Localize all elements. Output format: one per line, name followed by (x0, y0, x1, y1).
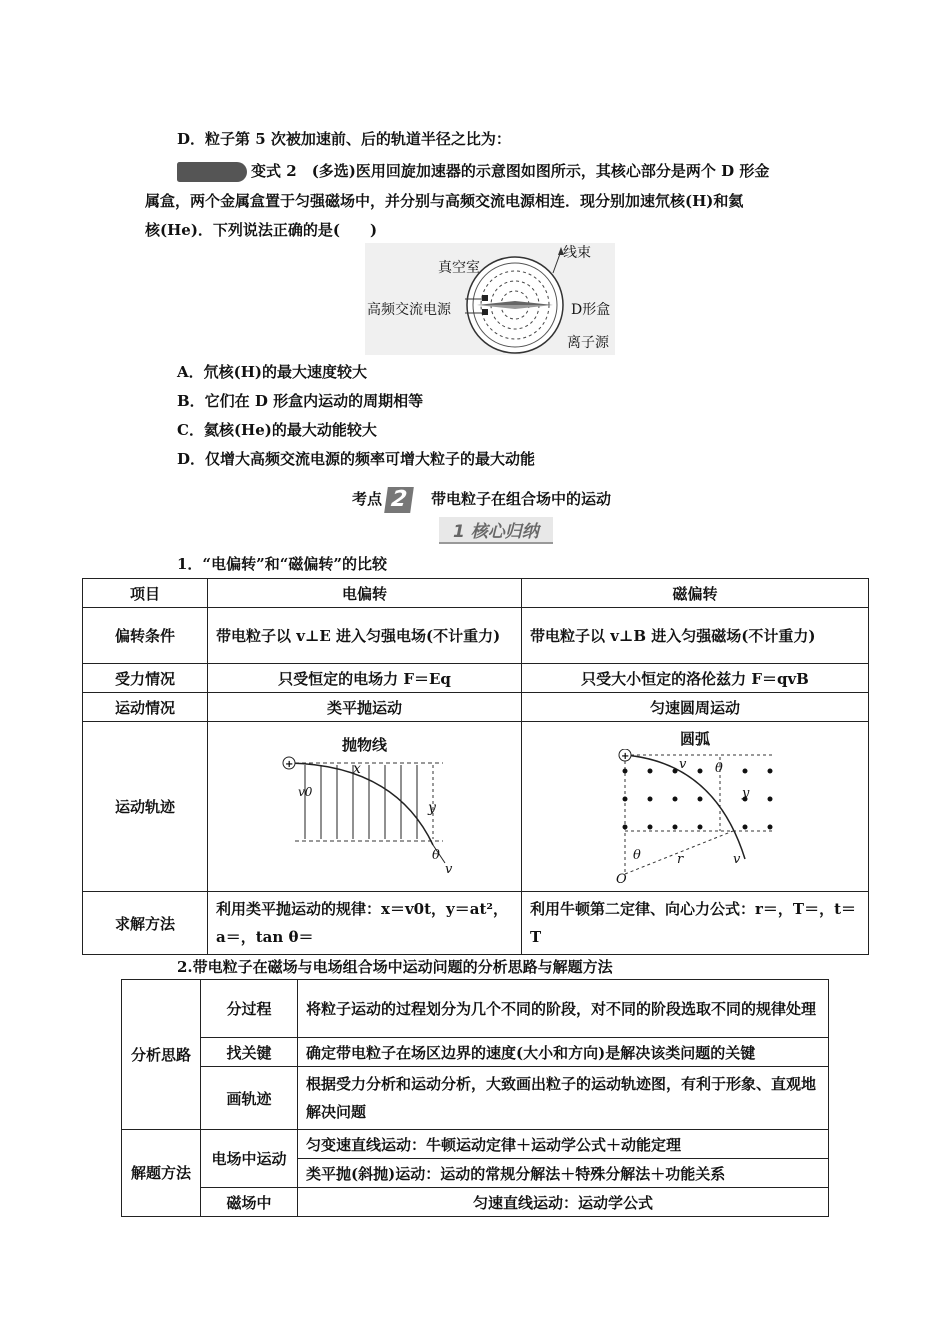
fig-y: y (428, 800, 436, 816)
cell: 匀速圆周运动 (522, 693, 869, 722)
step-text: 确定带电粒子在场区边界的速度(大小和方向)是解决该类问题的关键 (298, 1038, 829, 1067)
method-label: 电场中运动 (201, 1130, 298, 1188)
fig-theta-e: θ (432, 848, 440, 863)
method-text: 类平抛(斜抛)运动：运动的常规分解法＋特殊分解法＋功能关系 (298, 1159, 829, 1188)
cell: 带电粒子以 v⊥B 进入匀强磁场(不计重力) (522, 608, 869, 664)
fig-theta-m: θ (633, 848, 641, 863)
method-table (121, 979, 829, 1217)
variant-badge-icon (177, 162, 247, 182)
svg-text:+: + (621, 751, 630, 762)
row-label: 运动轨迹 (83, 722, 208, 892)
fig-v-top: v (679, 757, 687, 772)
row-label: 求解方法 (83, 892, 208, 955)
fig-v0: v0 (298, 785, 313, 799)
row-label: 偏转条件 (83, 608, 208, 664)
label-beam: 线束 (563, 245, 591, 261)
option-d: D．仅增大高频交流电源的频率可增大粒子的最大动能 (177, 450, 536, 468)
header-item: 项目 (83, 579, 208, 608)
comparison-table (82, 578, 869, 955)
label-vacuum: 真空室 (438, 260, 480, 276)
fig-r: r (677, 852, 684, 867)
label-power: 高频交流电源 (367, 299, 451, 319)
arc-label: 圆弧 (679, 730, 710, 748)
item1-title: 1．“电偏转”和“磁偏转”的比较 (177, 555, 387, 573)
header-electric: 电偏转 (208, 579, 522, 608)
section-number: 2 (384, 487, 414, 513)
label-ion-source: 离子源 (567, 335, 609, 351)
step-label: 找关键 (201, 1038, 298, 1067)
step-text: 将粒子运动的过程划分为几个不同的阶段，对不同的阶段选取不同的规律处理 (298, 980, 829, 1038)
variant-label: 变式 2 (251, 162, 297, 180)
variant-line-1 (177, 160, 769, 182)
section-heading (352, 487, 611, 513)
label-dbox: D形盒 (571, 302, 611, 318)
cell: 类平抛运动 (208, 693, 522, 722)
row-label: 运动情况 (83, 693, 208, 722)
magnetic-trajectory-cell (522, 722, 869, 892)
cell: 只受大小恒定的洛伦兹力 F＝qvB (522, 664, 869, 693)
cell: 利用牛顿第二定律、向心力公式：r＝，T＝，t＝T (522, 892, 869, 955)
item2-title: 2.带电粒子在磁场与电场组合场中运动问题的分析思路与解题方法 (177, 958, 613, 976)
cell: 只受恒定的电场力 F＝Eq (208, 664, 522, 693)
svg-text:+: + (284, 759, 293, 770)
section-title: 带电粒子在组合场中的运动 (431, 490, 612, 508)
arc-diagram (605, 749, 785, 881)
option-c: C．氦核(He)的最大动能较大 (177, 421, 377, 439)
cell: 利用类平抛运动的规律：x＝v0t，y＝at²，a＝，tan θ＝ (208, 892, 522, 955)
group-analysis: 分析思路 (122, 980, 201, 1130)
fig-v-m: v (733, 852, 741, 867)
fig-O: O (616, 872, 627, 887)
header-magnetic: 磁偏转 (522, 579, 869, 608)
electric-trajectory-cell (208, 722, 522, 892)
step-label: 画轨迹 (201, 1067, 298, 1130)
row-label: 受力情况 (83, 664, 208, 693)
fig-v-e: v (445, 862, 453, 877)
method-text: 匀速直线运动：运动学公式 (298, 1188, 829, 1217)
group-method: 解题方法 (122, 1130, 201, 1217)
option-d-previous: D．粒子第 5 次被加速前、后的轨道半径之比为： (177, 130, 511, 148)
variant-stem-2: 属盒，两个金属盒置于匀强磁场中，并分别与高频交流电源相连．现分别加速氘核(H)和氦 (145, 192, 744, 210)
section-prefix: 考点 (352, 490, 383, 508)
subheading (439, 517, 553, 544)
variant-stem-3: 核(He)．下列说法正确的是( ) (145, 221, 378, 239)
method-label: 磁场中 (201, 1188, 298, 1217)
fig-y-m: y (742, 786, 750, 801)
option-b: B．它们在 D 形盒内运动的周期相等 (177, 392, 424, 410)
fig-theta-top: θ (715, 761, 723, 776)
subheading-text: 1 核心归纳 (439, 517, 553, 544)
step-text: 根据受力分析和运动分析，大致画出粒子的运动轨迹图，有利于形象、直观地解决问题 (298, 1067, 829, 1130)
parabola-label: 抛物线 (341, 736, 387, 754)
method-text: 匀变速直线运动：牛顿运动定律＋运动学公式＋动能定理 (298, 1130, 829, 1159)
fig-x: x (353, 761, 361, 777)
cell: 带电粒子以 v⊥E 进入匀强电场(不计重力) (208, 608, 522, 664)
option-a: A．氘核(H)的最大速度较大 (177, 363, 368, 381)
step-label: 分过程 (201, 980, 298, 1038)
variant-stem-1: (多选)医用回旋加速器的示意图如图所示，其核心部分是两个 D 形金 (311, 162, 770, 180)
